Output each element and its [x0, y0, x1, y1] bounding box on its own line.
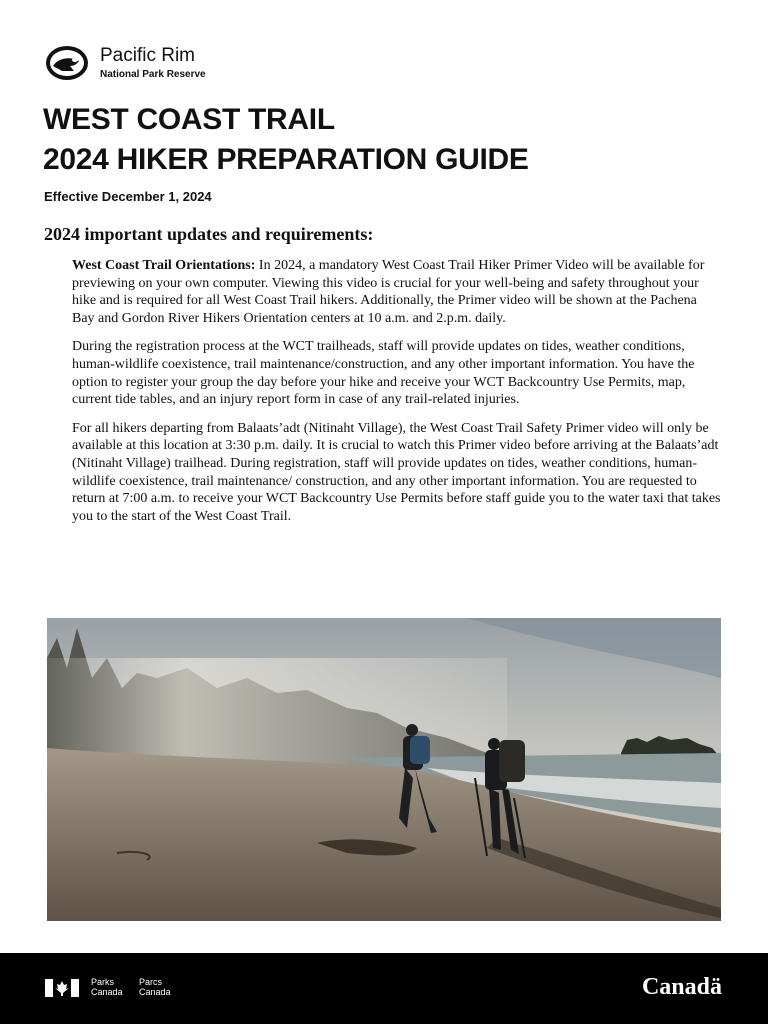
title-line-1: WEST COAST TRAIL	[43, 103, 335, 136]
parks-canada-en: Parks Canada	[91, 977, 123, 997]
paragraph-orientations	[72, 257, 722, 327]
page-title	[43, 100, 529, 180]
beach-hikers-image	[47, 618, 721, 921]
park-logo	[44, 44, 206, 82]
parcs-canada-fr: Parcs Canada	[139, 977, 171, 997]
section-heading: 2024 important updates and requirements:	[44, 224, 374, 244]
hero-photo	[47, 618, 721, 921]
body-text	[72, 257, 722, 536]
paragraph-orientations-text: In 2024, a mandatory West Coast Trail Hiker Primer Video will be available for previewing on your own computer. Viewing this video is crucial for your well-being and safety throughout your hike and is required for all West Coast Trail hikers. Additionally, the Primer video will be shown at the Pachena Bay and Gordon River Hikers Orientation centers at 10 a.m. and 2.p.m. daily.	[72, 258, 705, 326]
paragraph-registration: During the registration process at the WCT trailheads, staff will provide updates on tides, weather conditions, human-wildlife coexistence, trail maintenance/construction, and any other important information. You have the option to register your group the day before your hike and receive your WCT Backcountry Use Permits, map, current tide tables, and an injury report form in case of any trail-related injuries.	[72, 339, 695, 408]
title-line-2: 2024 HIKER PREPARATION GUIDE	[43, 143, 529, 176]
org-subtitle: National Park Reserve	[100, 69, 206, 80]
parks-beaver-icon	[44, 44, 90, 82]
canada-flag-icon	[45, 979, 79, 997]
footer-bar	[0, 953, 768, 1024]
effective-date: Effective December 1, 2024	[44, 189, 212, 204]
org-name: Pacific Rim	[100, 45, 196, 66]
paragraph-nitinaht: For all hikers departing from Balaats’adt (Nitinaht Village), the West Coast Trail Safety Primer video will only be available at this location at 3:30 p.m. daily. It is crucial to watch this Primer video before arriving at the Balaats’adt (Nitinaht Village) trailhead. During registration, staff will provide updates on tides, weather conditions, human-wildlife coexistence, trail maintenance/ construction, and any other important information. You are requested to return at 7:00 a.m. to receive your WCT Backcountry Use Permits before staff guide you to the water taxi that takes you to the start of the West Coast Trail.	[72, 420, 721, 524]
paragraph-lead: West Coast Trail Orientations:	[72, 258, 256, 273]
canada-wordmark: Canadä	[641, 974, 722, 1000]
